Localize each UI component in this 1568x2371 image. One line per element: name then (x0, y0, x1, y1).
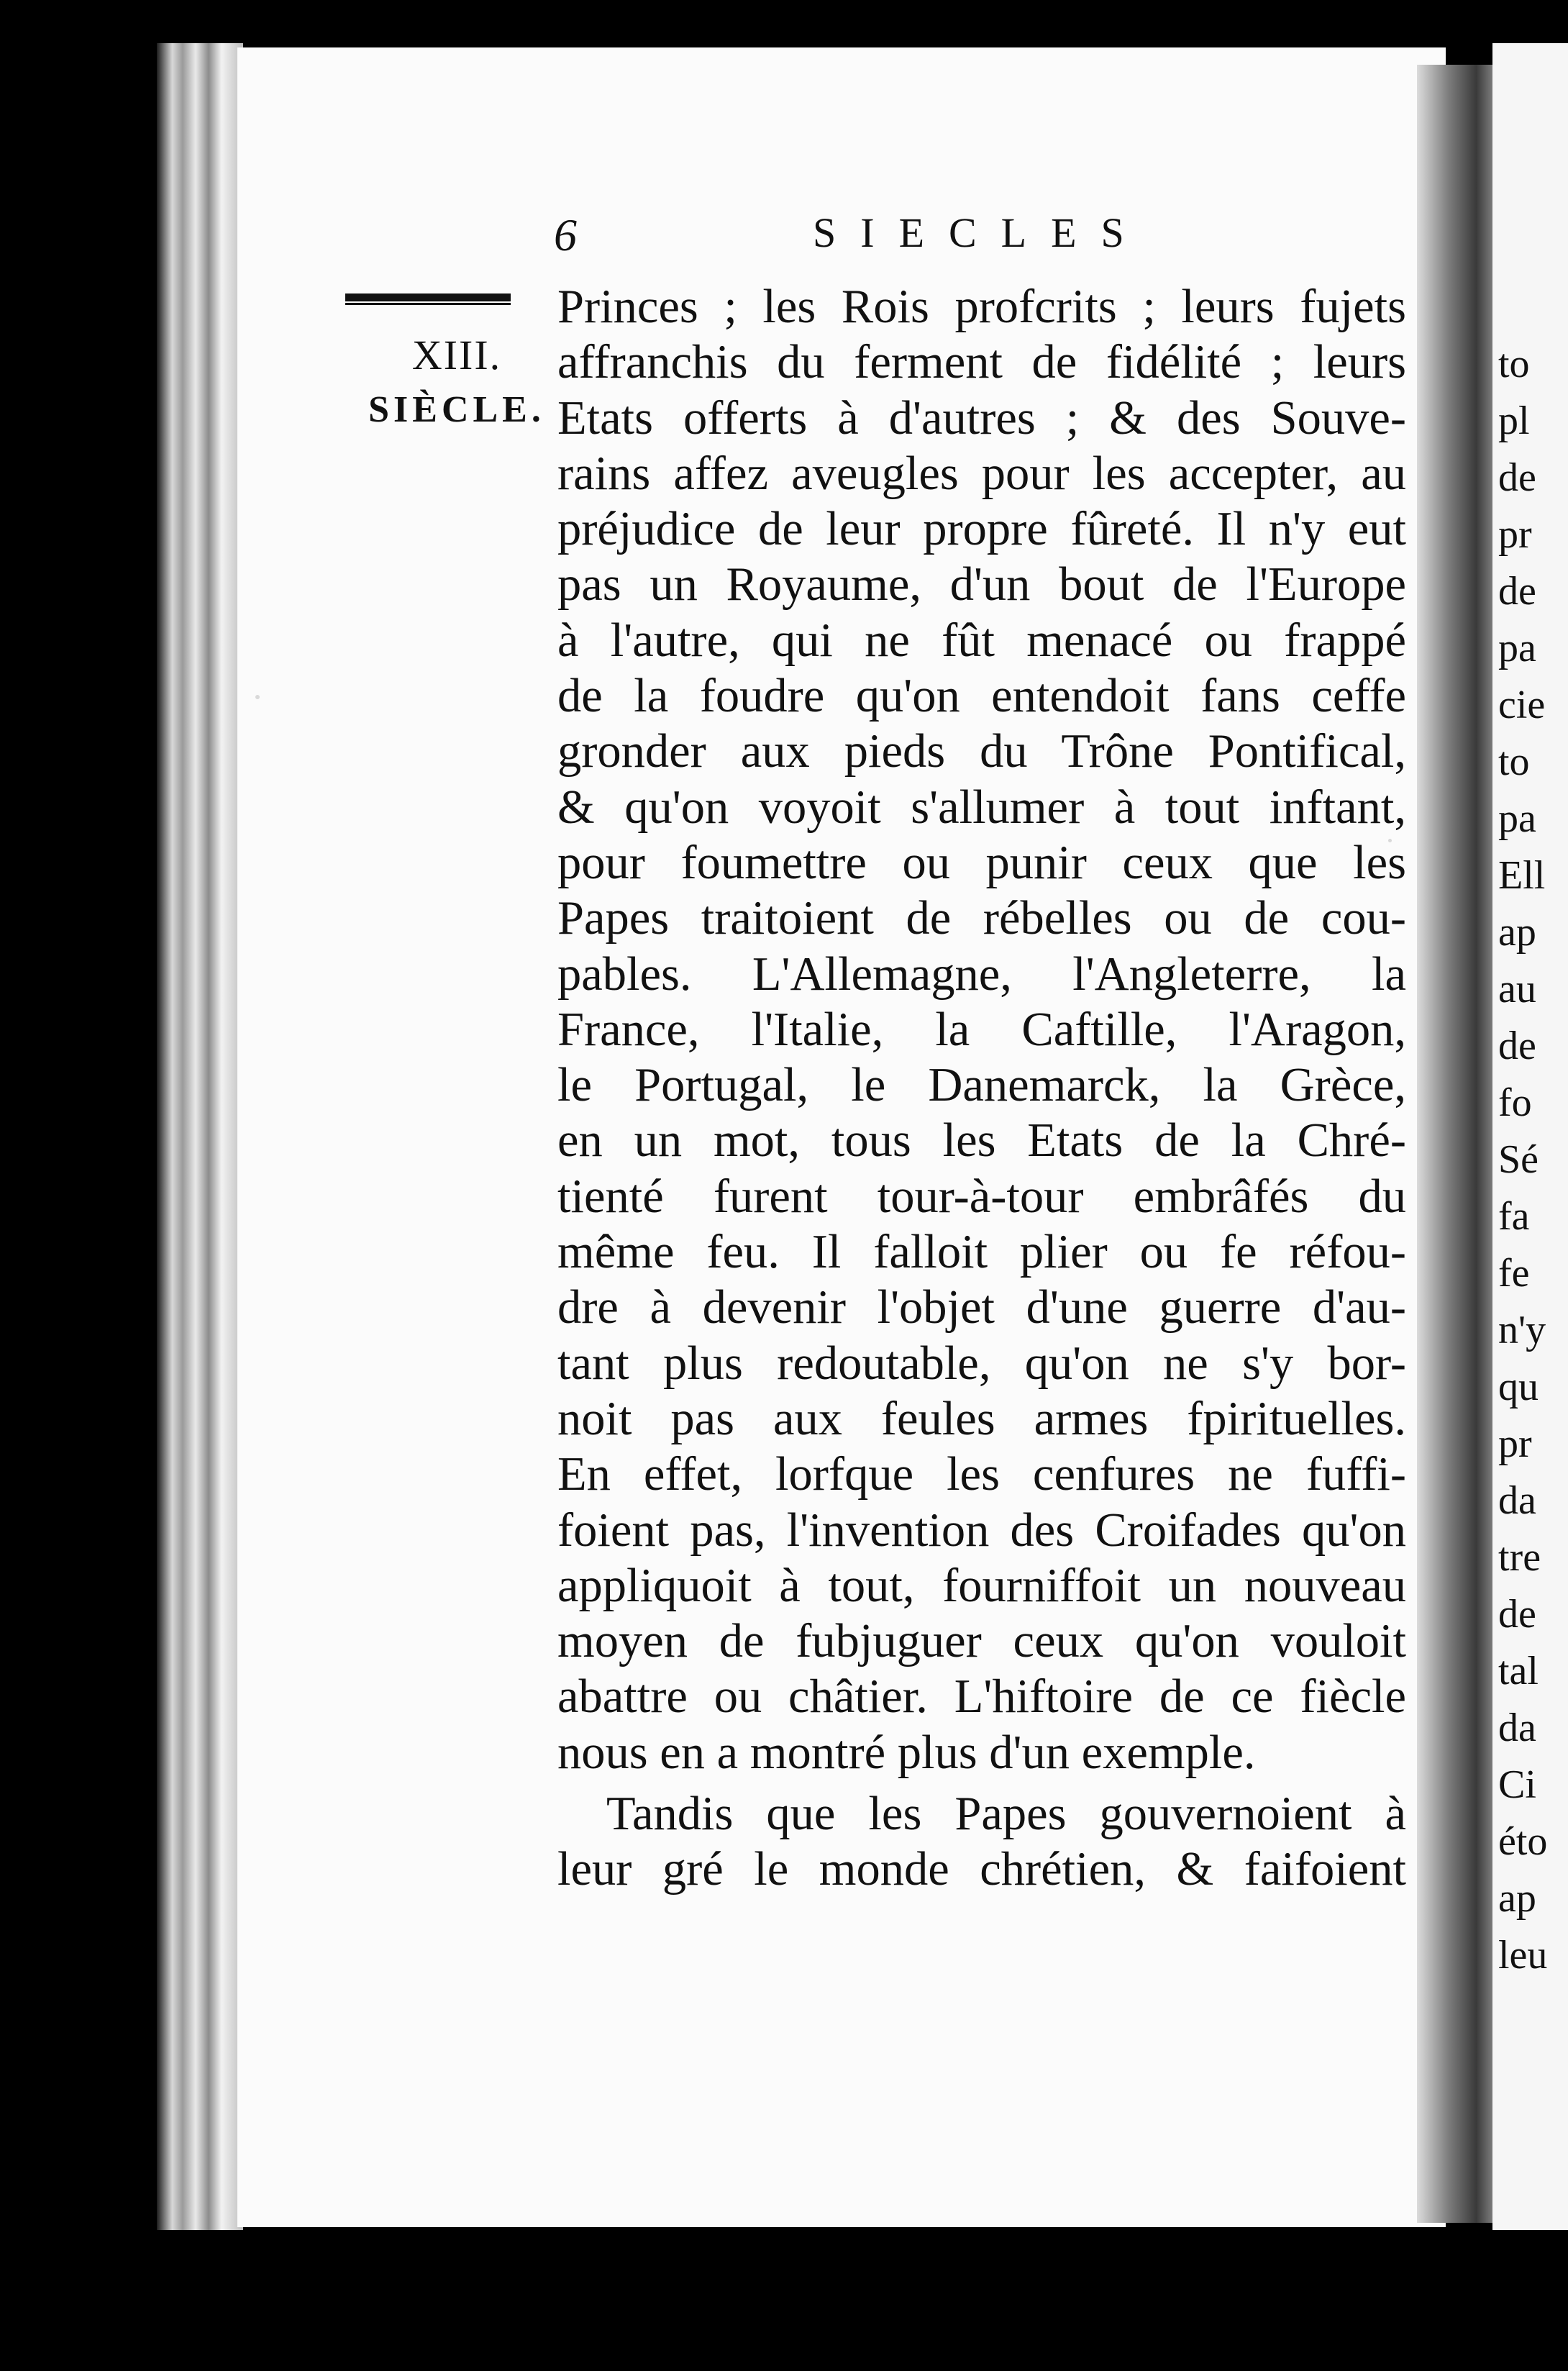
facing-page-fragment: da (1498, 1706, 1536, 1750)
text-line: appliquoit à tout, fourniffoit un nouveau (557, 1559, 1406, 1612)
facing-page-fragment: to (1498, 739, 1530, 784)
facing-page-fragment: cie (1498, 683, 1546, 727)
paper-speck (255, 695, 260, 699)
text-line: pables. L'Allemagne, l'Angleterre, la (557, 947, 1406, 1001)
text-line: préjudice de leur propre fûreté. Il n'y eut (557, 503, 1406, 556)
facing-page-fragment: tre (1498, 1535, 1541, 1580)
text-line: à l'autre, qui ne fût menacé ou frappé (557, 614, 1406, 667)
text-line: foient pas, l'invention des Croifades qu'on (557, 1503, 1406, 1557)
facing-page-fragment: pa (1498, 626, 1536, 670)
facing-page-fragment: de (1498, 1024, 1536, 1068)
facing-page-fragment: Ci (1498, 1762, 1536, 1807)
text-line: de la foudre qu'on entendoit fans ceffe (557, 670, 1406, 723)
margin-note-century: XIII. (411, 332, 502, 378)
facing-page-fragment: da (1498, 1478, 1536, 1523)
text-line: abattre ou châtier. L'hiftoire de ce fiècle (557, 1670, 1406, 1724)
facing-page-fragment: pr (1498, 1421, 1532, 1466)
book-spine-edge (157, 43, 243, 2230)
text-line: En effet, lorfque les cenfures ne fuffi- (557, 1448, 1406, 1501)
facing-page-fragment: fe (1498, 1251, 1530, 1296)
margin-rule (345, 293, 511, 301)
text-line: affranchis du ferment de fidélité ; leurs (557, 336, 1406, 389)
facing-page-fragment: éto (1498, 1819, 1548, 1864)
facing-page-fragment: de (1498, 1592, 1536, 1637)
facing-page-fragment: Ell (1498, 853, 1546, 898)
facing-page-fragment: de (1498, 569, 1536, 614)
facing-page-fragment: to (1498, 342, 1530, 386)
facing-page-fragment: de (1498, 455, 1536, 500)
facing-page-fragment: pr (1498, 512, 1532, 557)
text-line: tienté furent tour-à-tour embrâfés du (557, 1170, 1406, 1223)
facing-page-edge (1492, 43, 1568, 2230)
running-head: SIECLES (813, 209, 1149, 256)
page-number: 6 (554, 209, 577, 260)
facing-page-fragment: fa (1498, 1194, 1530, 1239)
text-line: France, l'Italie, la Caftille, l'Aragon, (557, 1003, 1406, 1056)
text-line: nous en a montré plus d'un exemple. (557, 1726, 1256, 1779)
text-line: pour foumettre ou punir ceux que les (557, 836, 1406, 889)
margin-note-label: SIÈCLE. (368, 389, 545, 430)
text-line: Princes ; les Rois profcrits ; leurs fujets (557, 281, 1406, 333)
facing-page-fragment: pa (1498, 796, 1536, 841)
facing-page-fragment: ap (1498, 910, 1536, 955)
text-line: Etats offerts à d'autres ; & des Souve- (557, 391, 1406, 445)
text-line: le Portugal, le Danemarck, la Grèce, (557, 1059, 1406, 1112)
text-line: noit pas aux feules armes fpirituelles. (557, 1392, 1406, 1445)
facing-page-fragment: leu (1498, 1933, 1548, 1978)
facing-page-fragment: tal (1498, 1649, 1539, 1693)
paragraph-2-line: Tandis que les Papes gouvernoient à (606, 1788, 1406, 1841)
text-line: en un mot, tous les Etats de la Chré- (557, 1114, 1406, 1168)
text-line: Papes traitoient de rébelles ou de cou- (557, 892, 1406, 945)
facing-page-fragment: au (1498, 967, 1536, 1011)
facing-page-fragment: Sé (1498, 1137, 1539, 1182)
text-line: pas un Royaume, d'un bout de l'Europe (557, 558, 1406, 611)
text-line: & qu'on voyoit s'allumer à tout inftant, (557, 781, 1406, 834)
text-line: tant plus redoutable, qu'on ne s'y bor- (557, 1337, 1406, 1390)
paragraph-2-line: leur gré le monde chrétien, & faifoient (557, 1843, 1406, 1896)
page-gutter-shadow (1417, 65, 1496, 2223)
text-line: moyen de fubjuguer ceux qu'on vouloit (557, 1615, 1406, 1668)
text-line: gronder aux pieds du Trône Pontifical, (557, 725, 1406, 778)
text-line: même feu. Il falloit plier ou fe réfou- (557, 1226, 1406, 1279)
facing-page-fragment: n'y (1498, 1308, 1546, 1352)
facing-page-fragment: qu (1498, 1365, 1539, 1409)
text-line: dre à devenir l'objet d'une guerre d'au- (557, 1281, 1406, 1334)
facing-page-fragment: fo (1498, 1080, 1532, 1125)
facing-page-fragment: ap (1498, 1876, 1536, 1921)
text-line: rains affez aveugles pour les accepter, au (557, 447, 1406, 500)
body-text (557, 279, 1406, 1898)
facing-page-fragment: pl (1498, 399, 1530, 443)
page-header (554, 209, 1417, 266)
